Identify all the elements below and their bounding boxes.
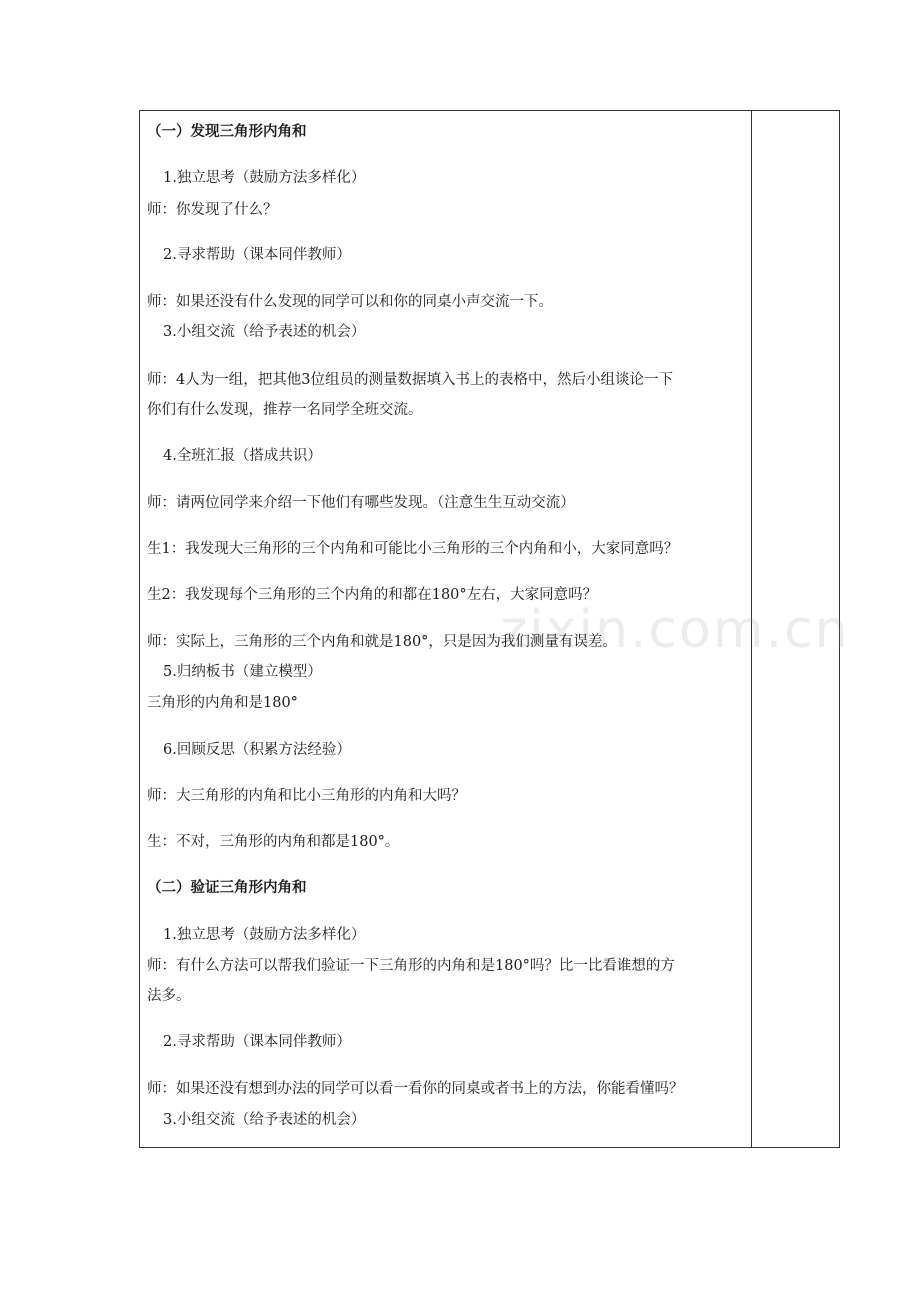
step-title: 6.回顾反思（积累方法经验） bbox=[163, 742, 351, 758]
dialogue-line: 师：大三角形的内角和比小三角形的内角和大吗？ bbox=[147, 788, 466, 804]
step-title: 2.寻求帮助（课本同伴教师） bbox=[163, 247, 351, 263]
conclusion-line: 三角形的内角和是180° bbox=[147, 695, 298, 711]
dialogue-line: 师：如果还没有想到办法的同学可以看一看你的同桌或者书上的方法，你能看懂吗？ bbox=[147, 1081, 684, 1097]
dialogue-line: 师：你发现了什么？ bbox=[147, 202, 278, 218]
step-title: 5.归纳板书（建立模型） bbox=[163, 664, 322, 680]
watermark: zixin.com.cn bbox=[500, 600, 850, 660]
dialogue-line: 师：有什么方法可以帮我们验证一下三角形的内角和是180°吗？比一比看谁想的方 bbox=[147, 958, 675, 974]
dialogue-line: 师：4人为一组，把其他3位组员的测量数据填入书上的表格中，然后小组谈论一下 bbox=[147, 372, 673, 388]
step-title: 3.小组交流（给予表述的机会） bbox=[163, 1112, 366, 1128]
step-title: 4.全班汇报（搭成共识） bbox=[163, 448, 322, 464]
dialogue-line: 生：不对，三角形的内角和都是180°。 bbox=[147, 834, 400, 850]
dialogue-line: 生2：我发现每个三角形的三个内角的和都在180°左右，大家同意吗？ bbox=[147, 587, 598, 603]
step-title: 1.独立思考（鼓励方法多样化） bbox=[163, 170, 366, 186]
dialogue-line: 师：如果还没有什么发现的同学可以和你的同桌小声交流一下。 bbox=[147, 294, 553, 310]
dialogue-line: 师：实际上，三角形的三个内角和就是180°，只是因为我们测量有误差。 bbox=[147, 634, 617, 650]
section-heading-2: （二）验证三角形内角和 bbox=[147, 879, 307, 896]
step-title: 1.独立思考（鼓励方法多样化） bbox=[163, 927, 366, 943]
dialogue-line: 你们有什么发现，推荐一名同学全班交流。 bbox=[147, 402, 423, 418]
step-title: 3.小组交流（给予表述的机会） bbox=[163, 324, 366, 340]
dialogue-line: 生1：我发现大三角形的三个内角和可能比小三角形的三个内角和小，大家同意吗？ bbox=[147, 541, 679, 557]
section-heading-1: （一）发现三角形内角和 bbox=[147, 123, 307, 140]
dialogue-line: 法多。 bbox=[147, 988, 191, 1004]
step-title: 2.寻求帮助（课本同伴教师） bbox=[163, 1034, 351, 1050]
dialogue-line: 师：请两位同学来介绍一下他们有哪些发现。（注意生生互动交流） bbox=[147, 495, 575, 511]
